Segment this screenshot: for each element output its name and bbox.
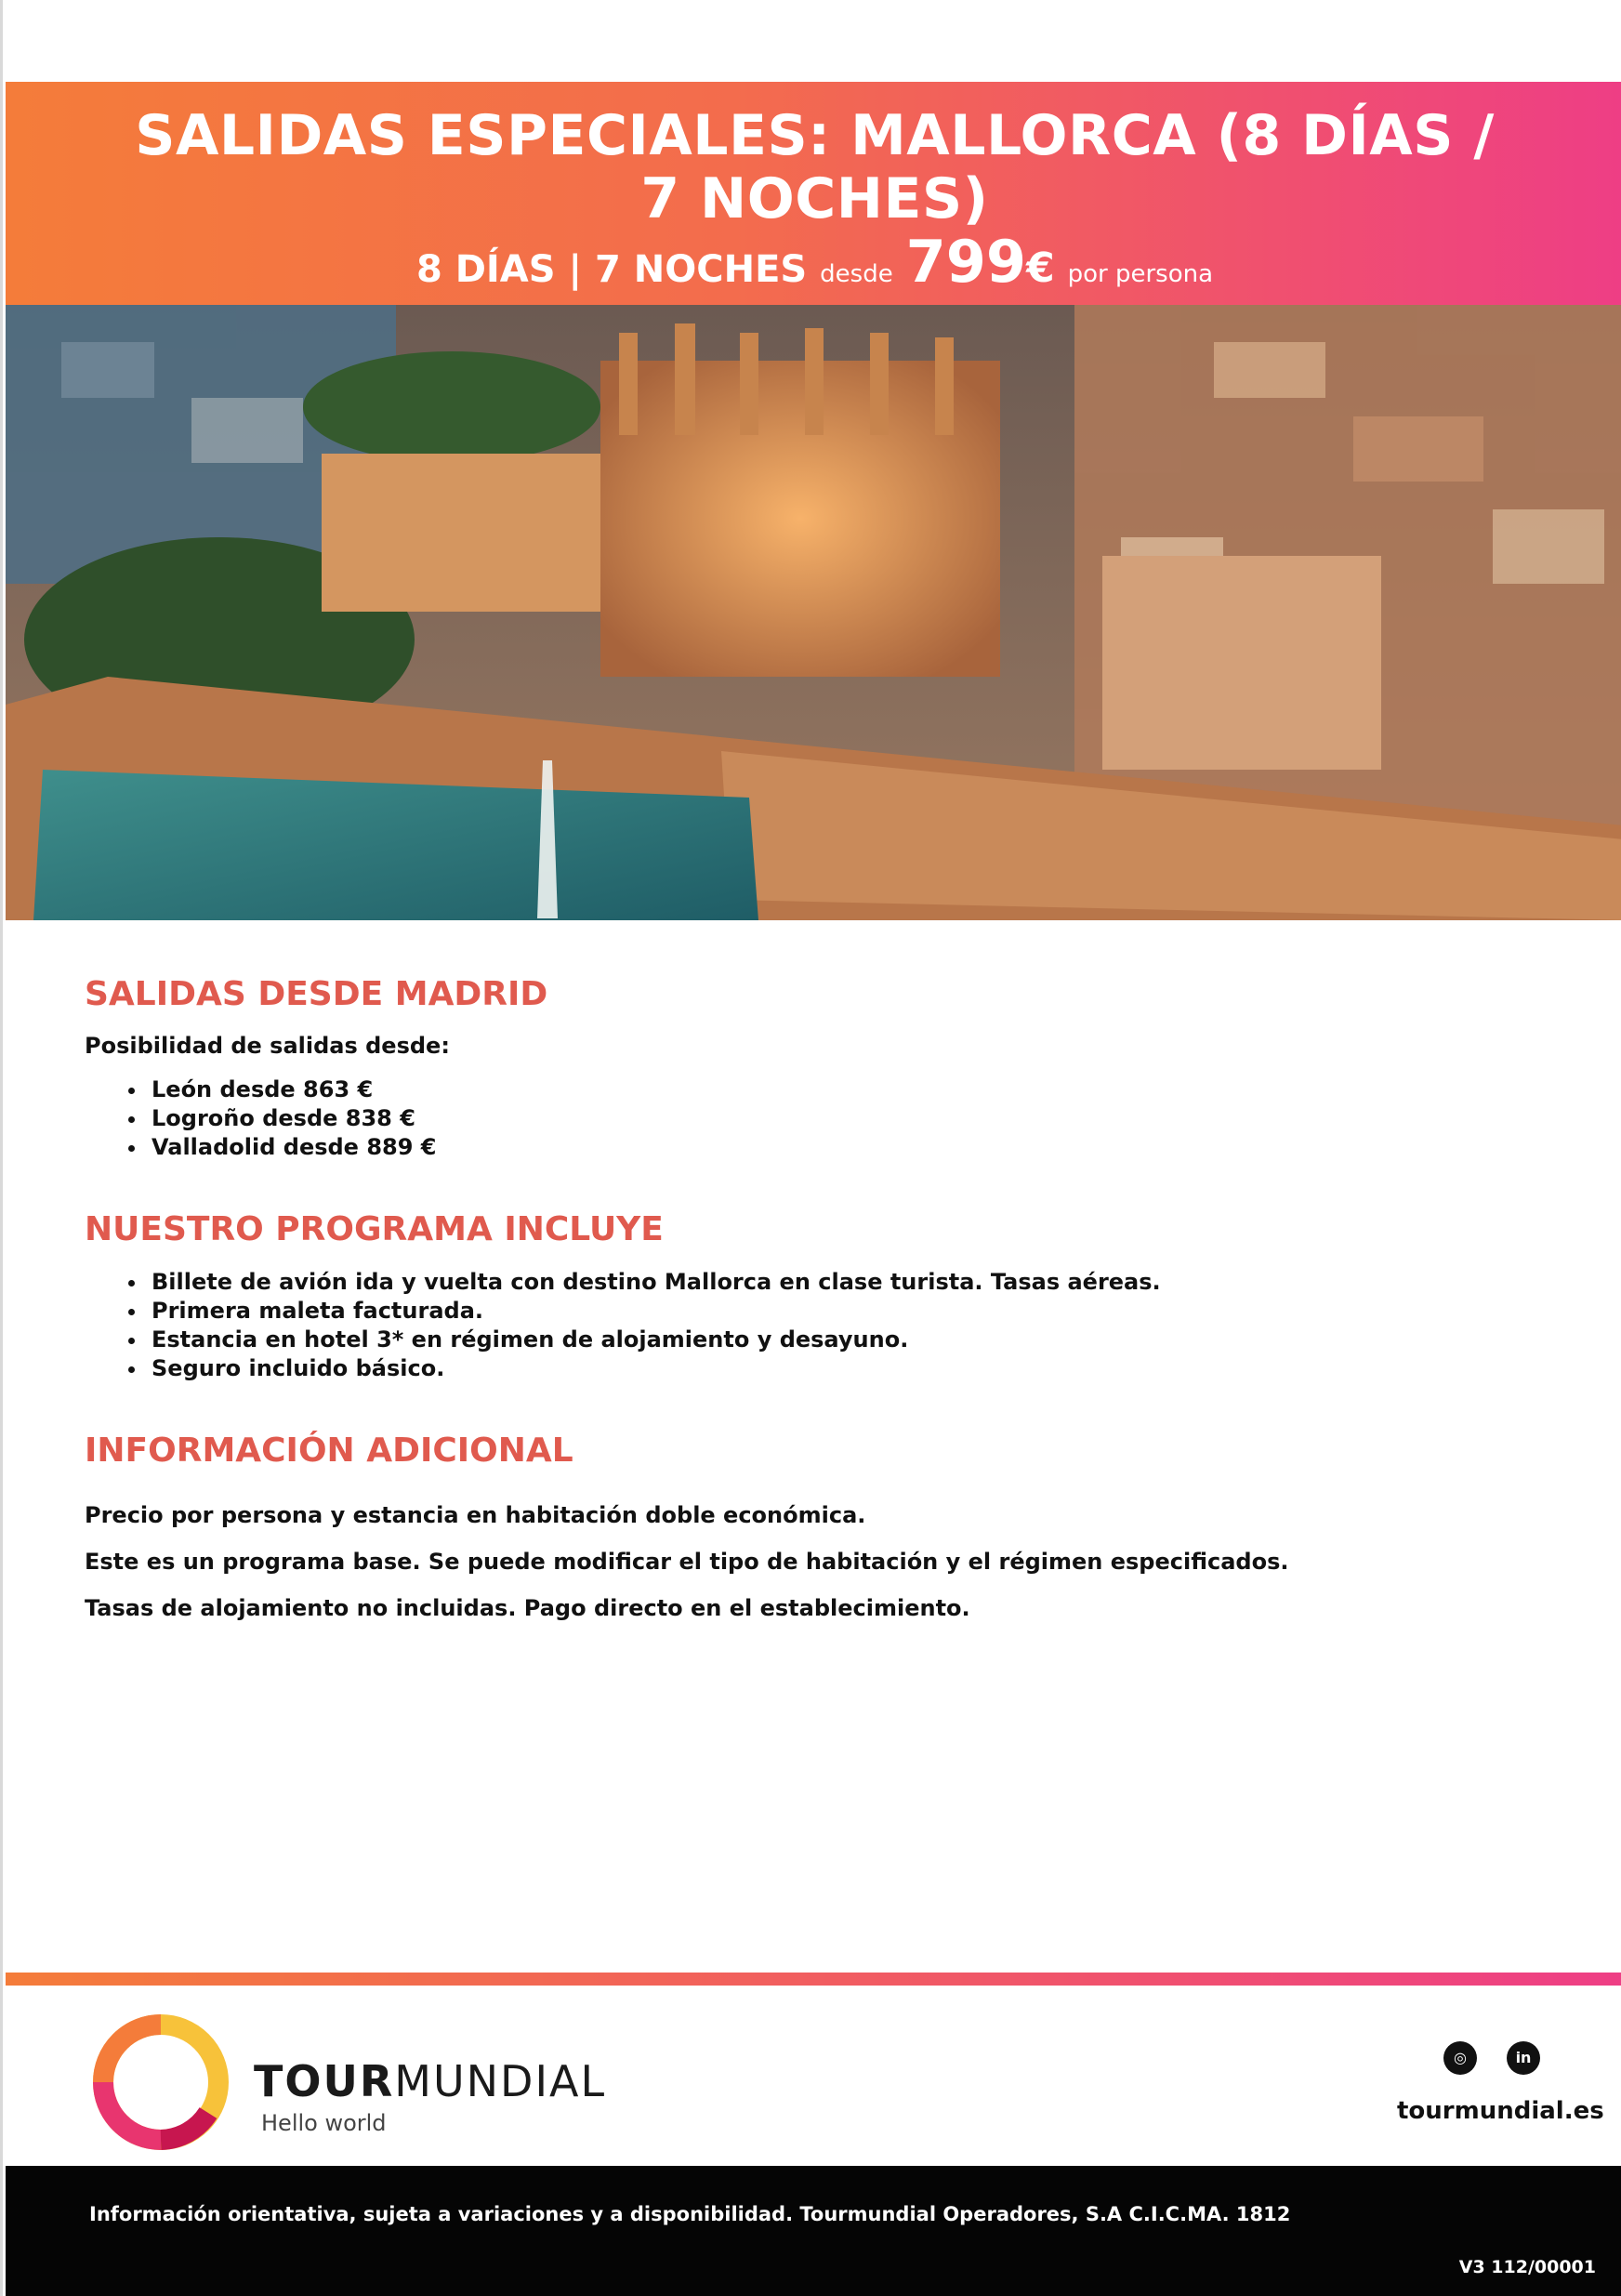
section-title-additional-info: INFORMACIÓN ADICIONAL bbox=[85, 1432, 573, 1470]
brand-name-bold: TOUR bbox=[254, 2056, 395, 2106]
departures-list bbox=[85, 1075, 1535, 1162]
brand-tagline: Hello world bbox=[261, 2110, 387, 2136]
departures-lead: Posibilidad de salidas desde: bbox=[85, 1033, 450, 1059]
list-item: • Estancia en hotel 3* en régimen de alojamiento y desayuno. bbox=[148, 1326, 1535, 1354]
content bbox=[85, 971, 1535, 1642]
list-item: • León desde 863 € bbox=[148, 1075, 1535, 1104]
section-title-departures: SALIDAS DESDE MADRID bbox=[85, 975, 548, 1013]
brand-name bbox=[254, 2056, 606, 2106]
price-line bbox=[6, 228, 1621, 298]
social-links bbox=[1434, 2041, 1564, 2078]
info-paragraph: Este es un programa base. Se puede modificar el tipo de habitación y el régimen especificados. bbox=[85, 1549, 1289, 1575]
linkedin-icon[interactable]: in bbox=[1507, 2041, 1540, 2075]
info-paragraph: Precio por persona y estancia en habitación doble económica. bbox=[85, 1502, 866, 1528]
website-link[interactable]: tourmundial.es bbox=[1397, 2097, 1604, 2125]
list-item: • Primera maleta facturada. bbox=[148, 1297, 1535, 1326]
list-item: • Seguro incluido básico. bbox=[148, 1354, 1535, 1383]
price-value: 799 bbox=[905, 228, 1027, 296]
price-currency: € bbox=[1026, 244, 1055, 292]
section-title-includes: NUESTRO PROGRAMA INCLUYE bbox=[85, 1210, 664, 1248]
includes-list bbox=[85, 1268, 1535, 1383]
info-paragraph: Tasas de alojamiento no incluidas. Pago directo en el establecimiento. bbox=[85, 1595, 970, 1621]
list-item: • Valladolid desde 889 € bbox=[148, 1133, 1535, 1162]
cathedral-image bbox=[6, 305, 1621, 920]
per-person-label: por persona bbox=[1067, 260, 1214, 288]
legal-text: Información orientativa, sujeta a variaciones y a disponibilidad. Tourmundial Operadores, S.A C.I.C.MA. 1812 bbox=[89, 2203, 1291, 2225]
footer-accent-line bbox=[6, 1973, 1621, 1986]
list-item: • Billete de avión ida y vuelta con destino Mallorca en clase turista. Tasas aéreas. bbox=[148, 1268, 1535, 1297]
duration-label: 8 DÍAS | 7 NOCHES bbox=[415, 248, 808, 291]
legal-bar bbox=[6, 2166, 1621, 2296]
brand-logo bbox=[91, 2008, 686, 2157]
logo-mark-icon bbox=[91, 2012, 231, 2152]
list-item: • Logroño desde 838 € bbox=[148, 1104, 1535, 1133]
reference-code: V3 112/00001 bbox=[1458, 2257, 1596, 2277]
brand-name-rest: MUNDIAL bbox=[394, 2056, 607, 2106]
instagram-icon[interactable]: ◎ bbox=[1443, 2041, 1477, 2075]
hero-photo bbox=[6, 305, 1621, 920]
page-title: SALIDAS ESPECIALES: MALLORCA (8 DÍAS / 7 NOCHES) bbox=[135, 103, 1495, 231]
from-label: desde bbox=[820, 260, 893, 288]
title-banner bbox=[6, 82, 1621, 305]
